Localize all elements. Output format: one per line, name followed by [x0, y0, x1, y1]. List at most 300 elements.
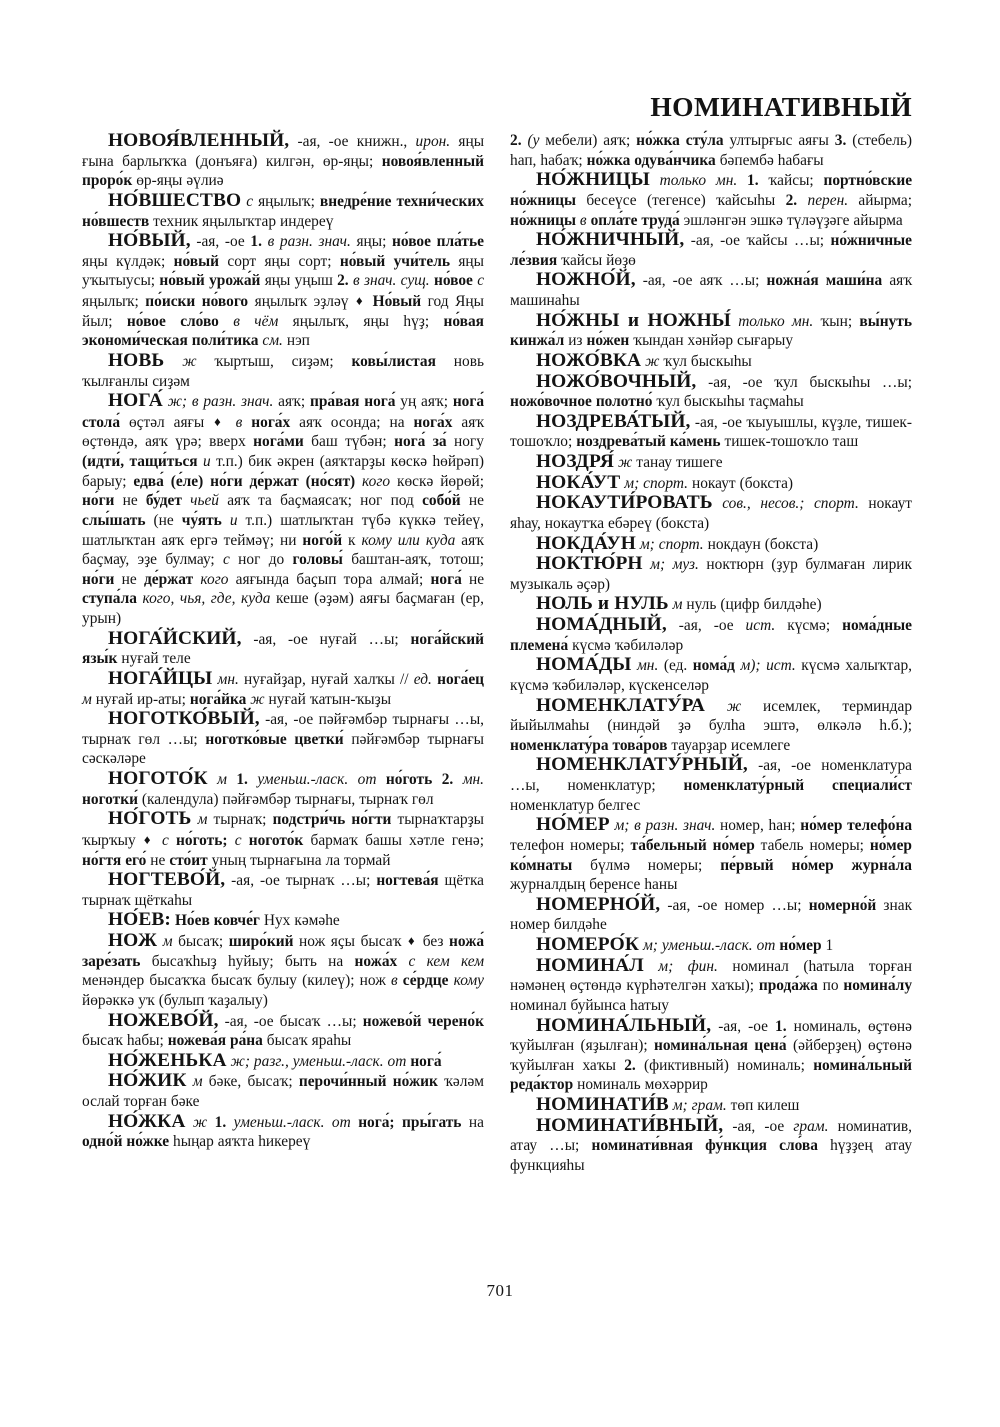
- phrase-bold: номина́лу: [843, 977, 913, 995]
- grammar-label: ж;: [230, 1052, 250, 1070]
- gloss-text: нож: [299, 933, 326, 950]
- gloss-bashkir: хаҡы);: [711, 977, 755, 995]
- gloss-bashkir: тырнаҡ;: [213, 811, 267, 829]
- grammar-label: кем: [460, 952, 485, 970]
- gloss-text: (ед.: [663, 657, 688, 675]
- gloss-bashkir: ҡын;: [820, 312, 853, 330]
- gloss-text: баҫып: [296, 570, 337, 588]
- phrase-bold: нога́х: [413, 413, 453, 431]
- headword: НОЖО́ВКА: [536, 349, 642, 371]
- gloss-bashkir: (ниндәй: [607, 717, 661, 735]
- phrase-bold: ка́мень: [669, 433, 721, 451]
- grammar-label: куда: [425, 531, 456, 549]
- grammar-label: ж: [250, 690, 265, 708]
- gloss-bashkir: булмаған: [805, 556, 866, 574]
- gloss-text: не: [122, 492, 138, 510]
- gloss-text: нокдаун: [707, 535, 761, 553]
- gloss-text: книжн.,: [356, 133, 408, 150]
- gloss-text: …ы;: [794, 232, 825, 250]
- phrase-bold: головы́: [292, 551, 343, 569]
- gloss-bashkir: ҡул: [663, 352, 687, 370]
- headword: НОМА́ДЫ: [536, 654, 632, 676]
- lozenge-separator: ♦: [407, 933, 417, 948]
- phrase-bold: телефо́на: [847, 817, 913, 835]
- headword: НОГА́: [108, 390, 163, 412]
- dictionary-entry: [510, 311, 912, 351]
- grammar-label: с: [234, 831, 242, 849]
- gloss-text: урын): [82, 610, 122, 627]
- gloss-bashkir: (аяҡтарҙы: [319, 453, 386, 470]
- grammar-label: м;: [658, 957, 674, 975]
- grammar-label: в: [233, 312, 240, 330]
- phrase-bold: едва́: [133, 472, 164, 490]
- gloss-bashkir: һабаҡ;: [540, 151, 583, 169]
- gloss-bashkir: ебәреү: [608, 514, 652, 532]
- gloss-bashkir: ҡаҙалыу): [208, 991, 268, 1009]
- gloss-bashkir: аяҡ: [461, 531, 484, 549]
- sense-number: 1.: [214, 1113, 227, 1131]
- gloss-bashkir: ҡуйылған: [510, 1056, 575, 1074]
- gloss-text: из: [568, 332, 583, 350]
- phrase-bold: но́гтя: [82, 851, 122, 869]
- gloss-text: знак: [883, 896, 913, 914]
- grammar-label: разг.,: [253, 1052, 289, 1070]
- gloss-text: -ая,: [224, 1012, 248, 1030]
- gloss-bashkir: бесеүсе: [586, 191, 637, 209]
- dictionary-entry: [510, 554, 912, 594]
- gloss-text: сорт: [227, 252, 257, 270]
- phrase-bold: цветки́: [294, 730, 344, 748]
- dictionary-entry: [510, 935, 912, 956]
- phrase-bold: заре́зать: [82, 952, 141, 970]
- gloss-text: -ая,: [265, 711, 288, 729]
- headword: НОЗДРЕВА́ТЫЙ,: [536, 410, 691, 432]
- phrase-bold: цена́: [754, 1037, 787, 1055]
- gloss-bashkir: өлкәлә: [817, 717, 862, 735]
- gloss-bashkir: ҡылғанлы: [82, 372, 149, 390]
- gloss-text: до: [268, 551, 285, 569]
- grammar-label: разн.: [645, 817, 679, 835]
- gloss-bashkir: күсмә: [510, 676, 549, 694]
- headword: НОМИНАТИ́В: [536, 1094, 669, 1115]
- gloss-bashkir: аяҡ;: [421, 393, 449, 411]
- grammar-label: знач.: [241, 393, 274, 411]
- phrase-bold: но́ги: [210, 472, 243, 490]
- gloss-bashkir: тырнаҡ: [82, 730, 131, 748]
- gloss-text: …ы;: [882, 373, 913, 391]
- gloss-text: -ая,: [667, 896, 691, 914]
- phrase-bold: та́бельный: [630, 836, 707, 854]
- gloss-text: (стебель): [852, 132, 913, 149]
- gloss-text: -ая,: [718, 1017, 742, 1035]
- phrase-bold: язы́к: [82, 650, 118, 668]
- gloss-bashkir: бәке,: [208, 1073, 242, 1091]
- gloss-bashkir: пәйғәмбәр: [351, 730, 420, 748]
- phrase-bold: номина́льная: [654, 1037, 748, 1055]
- headword: НОГА́ЙЦЫ: [108, 667, 213, 689]
- phrase-bold: стола́: [82, 413, 121, 431]
- gloss-text: …ы;: [771, 896, 802, 914]
- grammar-label: в: [191, 393, 199, 411]
- grammar-label: см.: [262, 332, 283, 350]
- gloss-bashkir: генә;: [451, 831, 485, 849]
- gloss-bashkir: күскенселәр: [628, 676, 710, 694]
- gloss-text: …ы;: [549, 1137, 580, 1155]
- gloss-bashkir: күрһәтелгән: [626, 977, 707, 995]
- phrase-bold: фу́нкция: [705, 1137, 767, 1155]
- gloss-text: номер,: [720, 817, 764, 835]
- dictionary-entry: [82, 809, 484, 870]
- gloss-bashkir: ҙә: [678, 717, 691, 735]
- grammar-label: ж: [182, 352, 197, 370]
- grammar-label: с: [161, 831, 169, 849]
- grammar-label: мн.: [791, 312, 814, 330]
- grammar-label: разн.: [203, 393, 237, 411]
- gloss-bashkir: нуғай: [319, 630, 357, 648]
- gloss-bashkir: бүлмә: [590, 856, 630, 874]
- dictionary-entry: [510, 131, 912, 170]
- gloss-text: табель: [760, 836, 804, 854]
- gloss-text: исемлек,: [762, 697, 821, 715]
- dictionary-entry: [82, 931, 484, 1011]
- grammar-label: мн.: [217, 670, 239, 688]
- gloss-bashkir: түбән;: [345, 433, 387, 451]
- gloss-text: мебели): [545, 132, 598, 149]
- grammar-label: м: [197, 811, 208, 829]
- gloss-bashkir: хаҡы: [582, 1056, 616, 1074]
- phrase-bold: но́мер: [800, 817, 843, 835]
- dictionary-entry: [510, 815, 912, 895]
- phrase-bold: журна́ла: [851, 856, 912, 874]
- grammar-label: от: [331, 1113, 351, 1131]
- phrase-bold: учи́тель: [393, 252, 450, 270]
- gloss-bashkir: аяҡ: [889, 272, 913, 290]
- gloss-text: нэп: [286, 332, 310, 350]
- gloss-text: нуль: [686, 596, 717, 614]
- grammar-label: м;: [642, 937, 658, 954]
- gloss-bashkir: бысаҡ: [360, 933, 402, 950]
- gloss-bashkir: (һатыла: [803, 957, 855, 975]
- gloss-bashkir: һикереү: [258, 1133, 311, 1151]
- phrase-bold: номерно́й: [808, 896, 877, 914]
- phrase-bold: ступа́ла: [82, 590, 137, 608]
- phrase-bold: техни́ческих: [396, 192, 484, 210]
- grammar-label: кого: [362, 472, 391, 490]
- headword: НОЛЬ и НУЛЬ: [536, 593, 669, 615]
- grammar-label: кого: [200, 570, 229, 588]
- gloss-text: по: [822, 977, 839, 995]
- gloss-bashkir: Яңы: [455, 293, 484, 310]
- left-column: [82, 131, 484, 1176]
- phrase-bold: ноготко́вые: [205, 730, 287, 748]
- sense-number: 1.: [236, 771, 248, 788]
- gloss-text: номеры;: [647, 856, 703, 874]
- gloss-text: килеш: [757, 1097, 800, 1114]
- gloss-text: -ое: [742, 373, 763, 391]
- gloss-text: ир-аты;: [137, 690, 186, 708]
- gloss-text: беренсе: [589, 876, 641, 894]
- grammar-label: с: [477, 272, 485, 290]
- gloss-bashkir: аяғы: [798, 132, 829, 149]
- gloss-bashkir: ҡул: [774, 373, 798, 391]
- phrase-bold: сло́во: [180, 312, 219, 330]
- phrase-bold: но́жничные: [830, 232, 913, 250]
- phrase-bold: но́жницы: [510, 211, 576, 229]
- gloss-bashkir: эҙләү: [313, 293, 349, 310]
- gloss-text: номинал: [510, 996, 567, 1014]
- gloss-bashkir: торған: [123, 1093, 167, 1110]
- gloss-text: …ы;: [326, 1012, 357, 1030]
- gloss-bashkir: йөрөй;: [440, 472, 485, 490]
- gloss-bashkir: (ҙур: [771, 556, 798, 574]
- grammar-label: перен.: [807, 191, 849, 209]
- gloss-bashkir: һабағы: [777, 151, 824, 169]
- grammar-label: фин.: [687, 957, 718, 975]
- phrase-bold: за́: [432, 433, 447, 451]
- gloss-text: щётка: [444, 872, 485, 890]
- gloss-bashkir: бысаҡ: [82, 1032, 123, 1050]
- gloss-bashkir: яраһы: [311, 1032, 352, 1050]
- gloss-bashkir: кәмәһе: [294, 912, 340, 930]
- gloss-bashkir: бысаҡ: [210, 972, 252, 990]
- gloss-text: ноктюрн: [706, 556, 764, 574]
- grammar-label: уменьш.-ласк.: [233, 1113, 325, 1131]
- headword: НОМЕРО́К: [536, 934, 639, 955]
- phrase-bold: но́жен: [586, 332, 630, 350]
- grammar-label: с: [246, 192, 254, 210]
- dictionary-entry: [82, 1011, 484, 1051]
- gloss-text: -ое: [293, 711, 314, 729]
- headword: НОМИНАТИ́ВНЫЙ,: [536, 1114, 724, 1136]
- gloss-bashkir: нәмәнең: [510, 977, 565, 995]
- grammar-label: в: [352, 272, 360, 290]
- grammar-label: знач.: [363, 272, 397, 290]
- grammar-label: ж;: [167, 393, 188, 411]
- phrase-bold: одно́й: [82, 1133, 123, 1151]
- gloss-bashkir: сиҙәм;: [291, 352, 334, 370]
- phrase-bold: сто́ит: [169, 851, 208, 869]
- gloss-text: номенклатур: [510, 796, 594, 814]
- grammar-label: от: [756, 937, 776, 954]
- gloss-bashkir: ҡыуышлы,: [746, 413, 818, 431]
- gloss-bashkir: әкрен: [277, 453, 315, 470]
- gloss-text: номер: [724, 896, 765, 914]
- gloss-text: нож: [359, 972, 386, 990]
- gloss-text: (бокста): [764, 535, 819, 553]
- gloss-text: (ер,: [460, 590, 484, 608]
- phrase-bold: нога́: [452, 393, 485, 411]
- gloss-text: -ое: [328, 133, 349, 150]
- grammar-label: от: [387, 1052, 407, 1070]
- grammar-label: ж: [618, 454, 633, 471]
- grammar-label: м: [217, 771, 227, 788]
- gloss-bashkir: аяғы: [173, 413, 205, 431]
- sense-number: 2.: [624, 1056, 636, 1074]
- sense-number: 2.: [785, 191, 798, 209]
- gloss-text: на: [328, 952, 344, 970]
- gloss-bashkir: халыҡтар,: [845, 657, 912, 675]
- phrase-bold: новоя́вленный: [381, 152, 485, 170]
- dictionary-entry: [510, 372, 912, 412]
- gloss-text: танау: [636, 454, 673, 471]
- dictionary-entry: [510, 1116, 912, 1176]
- grammar-label: в: [390, 972, 398, 990]
- gloss-text: на: [468, 1113, 484, 1131]
- grammar-label: в: [235, 413, 243, 431]
- gloss-bashkir: нуғай: [268, 690, 306, 708]
- phrase-bold: реда́ктор: [510, 1076, 574, 1094]
- grammar-label: м: [82, 690, 92, 708]
- gloss-text: номеры;: [809, 836, 864, 854]
- grammar-label: м);: [740, 657, 761, 675]
- phrase-bold: ковы́листая: [351, 352, 436, 370]
- gloss-bashkir: эҙе: [137, 551, 158, 569]
- gloss-text: -ое: [722, 413, 742, 431]
- phrase-bold: сло́ва: [779, 1137, 818, 1155]
- gloss-text: буйынса: [570, 996, 627, 1014]
- dictionary-entry: [510, 473, 912, 494]
- dictionary-entry: [510, 493, 912, 533]
- gloss-text: …ы;: [167, 730, 198, 748]
- grammar-label: чём: [254, 312, 279, 330]
- grammar-label: кому: [361, 531, 392, 549]
- phrase-bold: одува́нчика: [634, 151, 716, 169]
- gloss-bashkir: һуйыу;: [227, 952, 274, 970]
- phrase-bold: тащи́ться: [129, 453, 198, 470]
- gloss-bashkir: һабы;: [126, 1032, 164, 1050]
- phrase-bold: племена́: [510, 636, 569, 654]
- gloss-bashkir: баштан-аяҡ,: [351, 551, 432, 569]
- gloss-bashkir: тырнаҡ: [359, 790, 408, 808]
- phrase-bold: ноздрева́тый: [576, 433, 666, 451]
- headword: НО́ЕВ:: [108, 909, 171, 931]
- gloss-bashkir: ҡындан: [633, 332, 684, 350]
- headword: НОМЕНКЛАТУ́РНЫЙ,: [536, 754, 748, 776]
- gloss-bashkir: мөхәррир: [644, 1076, 708, 1094]
- dictionary-entry: [82, 870, 484, 910]
- gloss-bashkir: щёткаһы: [134, 891, 193, 909]
- headword: НОВОЯ́ВЛЕННЫЙ,: [108, 130, 290, 151]
- phrase-bold: проро́к: [82, 172, 133, 190]
- gloss-bashkir: һыңар: [173, 1133, 214, 1151]
- dictionary-entry: [82, 1071, 484, 1111]
- phrase-bold: ковче́г: [213, 912, 260, 930]
- dictionary-entry: [510, 270, 912, 310]
- dictionary-entry: [510, 594, 912, 615]
- grammar-label: от: [357, 771, 377, 788]
- grammar-label: ирон.: [415, 133, 451, 150]
- gloss-bashkir: тишек-тошоҡло;: [510, 413, 913, 451]
- grammar-label: ж: [192, 1113, 208, 1131]
- gloss-bashkir: яһау,: [510, 514, 541, 532]
- phrase-bold: нога́йка: [189, 690, 247, 708]
- headword: НОМА́ДНЫЙ,: [536, 614, 667, 635]
- gloss-bashkir: тырнағына: [250, 851, 322, 869]
- gloss-text: ног: [238, 551, 261, 569]
- gloss-bashkir: хәтле: [409, 831, 445, 849]
- gloss-bashkir: аяғында: [235, 570, 290, 588]
- phrase-bold: бу́дет: [145, 492, 182, 510]
- gloss-bashkir: ҡайсыһы: [716, 191, 776, 209]
- gloss-bashkir: пәйғәмбәр: [222, 790, 291, 808]
- right-column: [510, 131, 912, 1176]
- sense-number: 3.: [834, 132, 847, 149]
- grammar-label: м: [192, 1073, 203, 1091]
- gloss-bashkir: хәнйәр: [687, 332, 734, 350]
- gloss-text: белгес: [597, 796, 641, 814]
- phrase-bold: ле́звия: [510, 251, 558, 269]
- gloss-text: лирик: [872, 556, 912, 574]
- phrase-bold: ножо́вочное: [510, 393, 592, 411]
- grammar-label: куда: [241, 590, 271, 608]
- dictionary-entry: [82, 669, 484, 709]
- gloss-text: тормай: [344, 851, 391, 869]
- phrase-bold: номенклату́рный: [683, 777, 805, 794]
- gloss-text: Нух: [263, 912, 291, 930]
- running-head: НОМИНАТИВНЫЙ: [650, 91, 912, 122]
- phrase-bold: нома́дные: [842, 617, 912, 634]
- gloss-bashkir: ҡайсы;: [768, 172, 814, 190]
- gloss-bashkir: һүҙҙең: [830, 1137, 873, 1155]
- phrase-bold: пла́тье: [436, 233, 484, 251]
- gloss-text: -ая,: [297, 133, 321, 150]
- sense-number: 1.: [250, 233, 262, 251]
- grammar-label: м;: [672, 1097, 688, 1114]
- phrase-bold: но́вый: [339, 252, 386, 270]
- headword: НО́ЖНИЦЫ: [536, 169, 650, 191]
- headword: НОГТЕВО́Й,: [108, 869, 226, 891]
- phrase-bold: но́жик: [392, 1073, 438, 1091]
- headword: НОЖЕВО́Й,: [108, 1009, 219, 1031]
- dictionary-entry: [510, 534, 912, 555]
- gloss-bashkir: менәндер: [82, 972, 145, 990]
- phrase-bold: нома́д: [692, 657, 735, 675]
- gloss-bashkir: нокаутҡа: [544, 514, 605, 532]
- gloss-bashkir: аяҡ: [145, 433, 168, 451]
- headword: НО́ЖНИЧНЫЙ,: [536, 229, 685, 251]
- phrase-bold: его́: [125, 851, 147, 869]
- gloss-text: нокаут: [691, 474, 736, 492]
- gloss-text: -ое: [287, 630, 308, 648]
- gloss-text: -ое: [791, 757, 811, 775]
- phrase-bold: специали́ст: [831, 777, 912, 794]
- dictionary-entry: [510, 452, 912, 473]
- gloss-text: не: [150, 851, 166, 869]
- grammar-label: в: [579, 211, 587, 229]
- grammar-label: спорт.: [813, 495, 859, 513]
- gloss-bashkir: тырнаҡтарҙы: [397, 811, 485, 829]
- phrase-bold: пры́гать: [402, 1113, 462, 1131]
- phrase-bold: нога́: [394, 433, 426, 451]
- gloss-bashkir: эштә,: [763, 717, 800, 735]
- gloss-text: номенклатур;: [567, 777, 656, 794]
- gloss-text: -ая,: [231, 872, 255, 890]
- gloss-bashkir: машинаһы: [510, 292, 580, 309]
- gloss-text: номенклатура: [821, 757, 912, 775]
- phrase-bold: но́готь;: [176, 831, 228, 849]
- gloss-text: исемлеге: [730, 736, 791, 754]
- gloss-text: айырма: [853, 211, 903, 229]
- gloss-text: алмай;: [379, 570, 424, 588]
- gloss-bashkir: билдәһе: [553, 916, 607, 934]
- gloss-bashkir: ҡатын-ҡыҙы: [309, 690, 392, 708]
- gloss-bashkir: һөйрәп): [432, 453, 484, 470]
- grammar-label: разн.: [279, 233, 313, 251]
- grammar-label: мн.: [715, 172, 738, 190]
- grammar-label: м: [672, 596, 683, 614]
- dictionary-entry: [82, 769, 484, 809]
- gloss-bashkir: аяҡ: [227, 492, 250, 510]
